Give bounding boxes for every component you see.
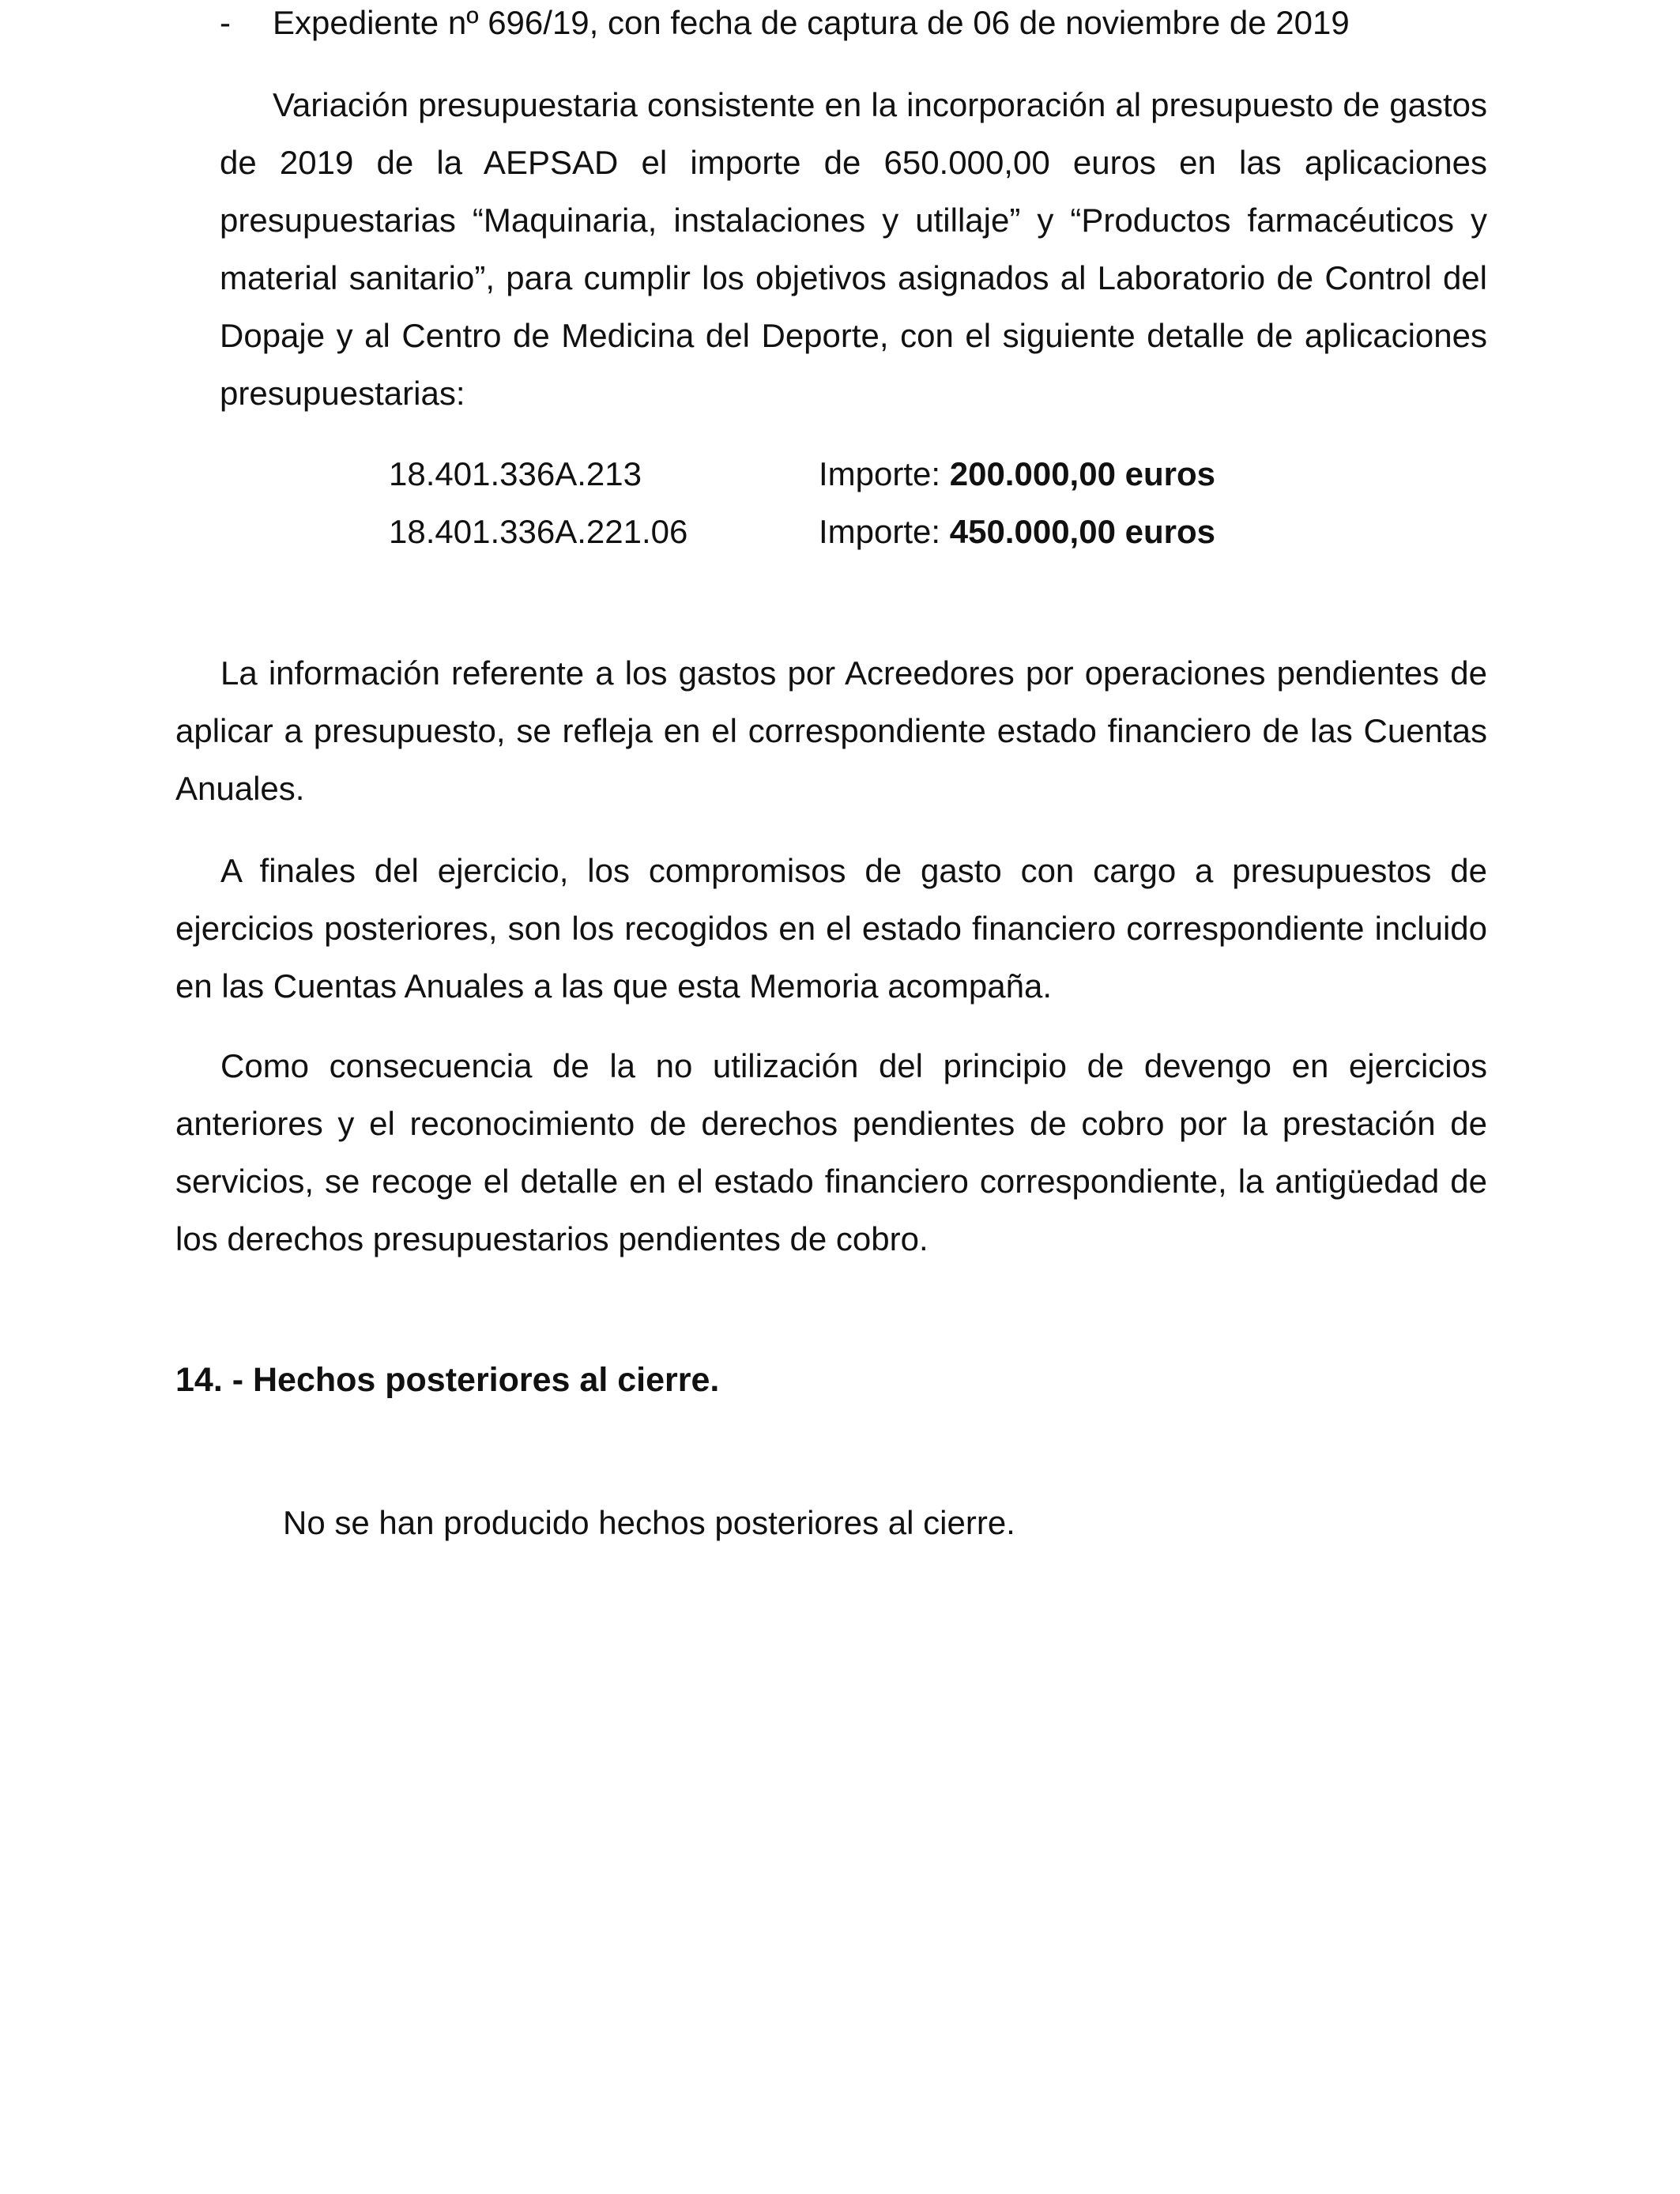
paragraph-budget-variation: Variación presupuestaria consistente en la incorporación al presupuesto de gastos de 2019 de la AEPSAD el importe de 650.000,00 euros en las aplicaciones presupuestarias “Maquinaria, instalaciones y utillaje” y “Productos farmacéuticos y material sanitario”, para cumplir los objetivos asignados al Laboratorio de Control del Dopaje y al Centro de Medicina del Deporte, con el siguiente detalle de aplicaciones presupuestarias: [220, 86, 1487, 412]
amount-label: Importe: [819, 455, 950, 492]
paragraph-accrual: Como consecuencia de la no utilización del principio de devengo en ejercicios anteriores y el reconocimiento de derechos pendientes de cobro por la prestación de servicios, se recoge el detalle en el estado financiero correspondiente, la antigüedad de los derechos presupuestarios pendientes de cobro. [175, 1047, 1487, 1257]
budget-code: 18.401.336A.213 [389, 455, 642, 492]
paragraph-creditors: La información referente a los gastos por Acreedores por operaciones pendientes de aplicar a presupuesto, se refleja en el correspondiente estado financiero de las Cuentas Anuales. [175, 654, 1487, 807]
bullet-item-text: Expediente nº 696/19, con fecha de captura de 06 de noviembre de 2019 [273, 4, 1350, 41]
section-body: No se han producido hechos posteriores al cierre. [283, 1504, 1015, 1541]
budget-amount-cell [819, 445, 1215, 503]
paragraph-commitments: A finales del ejercicio, los compromisos de gasto con cargo a presupuestos de ejercicios posteriores, son los recogidos en el estado financiero correspondiente incluido en las Cuentas Anuales a las que esta Memoria acompaña. [175, 852, 1487, 1005]
budget-code: 18.401.336A.221.06 [389, 513, 688, 550]
section-heading: 14. - Hechos posteriores al cierre. [175, 1361, 720, 1399]
bullet-marker: - [220, 4, 231, 41]
budget-amount-cell [819, 503, 1215, 560]
amount-value: 200.000,00 euros [949, 455, 1215, 492]
amount-label: Importe: [819, 513, 950, 550]
amount-value: 450.000,00 euros [949, 513, 1215, 550]
